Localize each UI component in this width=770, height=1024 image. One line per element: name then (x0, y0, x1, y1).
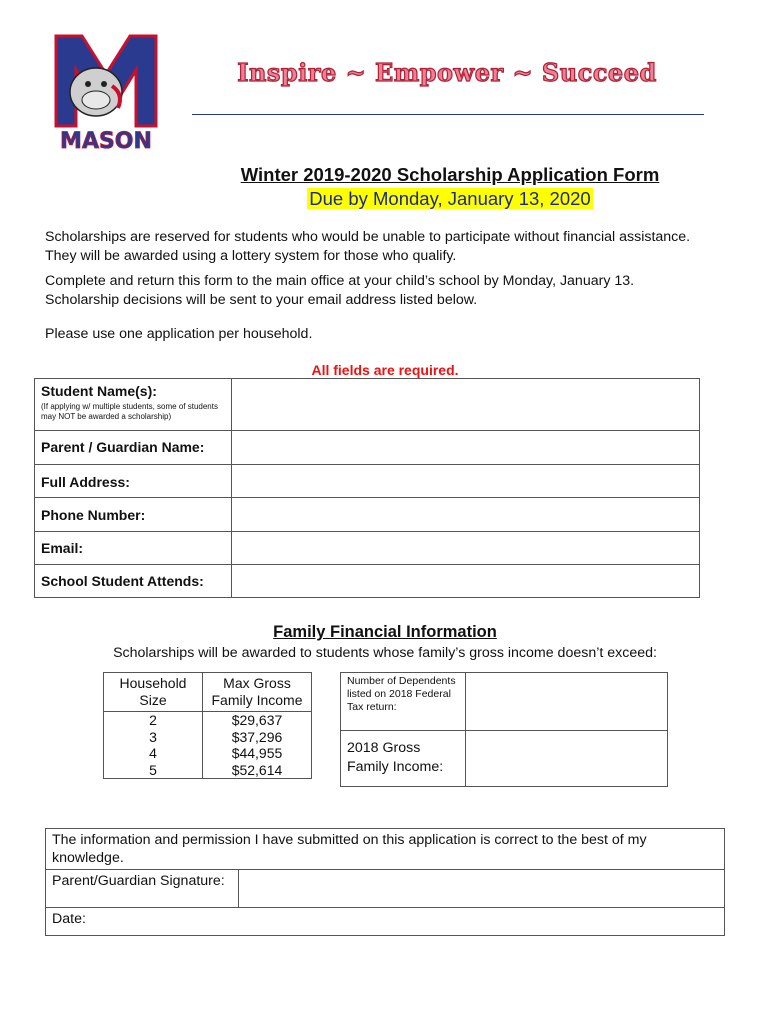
mason-bulldog-logo (52, 34, 160, 152)
applicant-info-table (34, 378, 700, 598)
household-size-header: Household Size (104, 673, 203, 712)
table-row (35, 565, 700, 598)
table-row (104, 712, 312, 729)
household-size-cell: 5 (104, 762, 203, 779)
table-row (35, 465, 700, 498)
household-size-cell: 4 (104, 745, 203, 762)
student-names-label: Student Name(s): (41, 383, 157, 399)
school-field[interactable] (232, 565, 700, 598)
return-paragraph (45, 272, 745, 310)
address-field[interactable] (232, 465, 700, 498)
intro-line-1: Scholarships are reserved for students who would be unable to participate without financial assistance. (45, 229, 691, 245)
form-title: Winter 2019-2020 Scholarship Application Form (240, 164, 660, 185)
table-row (104, 745, 312, 762)
table-row (46, 870, 725, 908)
table-row (46, 829, 725, 870)
address-label: Full Address: (35, 465, 232, 498)
intro-paragraph (45, 228, 745, 266)
gross-income-label: 2018 Gross Family Income: (341, 731, 466, 787)
financial-section-subtitle: Scholarships will be awarded to students whose family’s gross income doesn’t exceed: (113, 645, 657, 661)
required-note: All fields are required. (311, 362, 459, 378)
parent-name-label: Parent / Guardian Name: (35, 431, 232, 465)
student-names-field[interactable] (232, 379, 700, 431)
return-line-1: Complete and return this form to the main office at your child’s school by Monday, January 13. (45, 273, 635, 289)
phone-label: Phone Number: (35, 498, 232, 532)
table-row (35, 498, 700, 532)
header-divider (192, 114, 704, 115)
phone-field[interactable] (232, 498, 700, 532)
parent-name-field[interactable] (232, 431, 700, 465)
max-income-cell: $52,614 (203, 762, 312, 779)
table-row (341, 731, 668, 787)
table-row (35, 431, 700, 465)
dependents-field[interactable] (466, 673, 668, 731)
email-field[interactable] (232, 532, 700, 565)
table-row (35, 379, 700, 431)
table-row (104, 762, 312, 779)
table-row (341, 673, 668, 731)
max-income-header: Max Gross Family Income (203, 673, 312, 712)
due-date-line (100, 188, 770, 210)
table-row (46, 908, 725, 936)
table-row (104, 729, 312, 746)
signature-label: Parent/Guardian Signature: (46, 870, 239, 908)
dependents-label: Number of Dependents listed on 2018 Federal Tax return: (341, 673, 466, 731)
logo-text: MASON (60, 129, 152, 152)
gross-income-field[interactable] (466, 731, 668, 787)
school-motto: Inspire ~ Empower ~ Succeed (237, 58, 657, 87)
student-names-note: (If applying w/ multiple students, some of students may NOT be awarded a scholarship) (41, 402, 218, 421)
date-field[interactable] (46, 908, 725, 936)
financial-section-title: Family Financial Information (273, 623, 497, 641)
household-size-cell: 2 (104, 712, 203, 729)
max-income-cell: $37,296 (203, 729, 312, 746)
family-income-entry-table (340, 672, 668, 787)
student-names-label-cell (35, 379, 232, 431)
email-label: Email: (35, 532, 232, 565)
intro-line-2: They will be awarded using a lottery system for those who qualify. (45, 248, 457, 264)
return-line-2: Scholarship decisions will be sent to your email address listed below. (45, 292, 478, 308)
max-income-cell: $29,637 (203, 712, 312, 729)
household-size-cell: 3 (104, 729, 203, 746)
table-row (35, 532, 700, 565)
signature-field[interactable] (239, 870, 725, 908)
date-label: Date: (52, 911, 86, 927)
certification-statement: The information and permission I have submitted on this application is correct to the best of my knowledge. (46, 829, 725, 870)
income-table-header (104, 673, 312, 712)
school-label: School Student Attends: (35, 565, 232, 598)
certification-table (45, 828, 725, 936)
due-date: Due by Monday, January 13, 2020 (309, 188, 591, 209)
max-income-cell: $44,955 (203, 745, 312, 762)
one-per-household-note: Please use one application per household. (45, 326, 313, 342)
income-limits-table (103, 672, 312, 779)
